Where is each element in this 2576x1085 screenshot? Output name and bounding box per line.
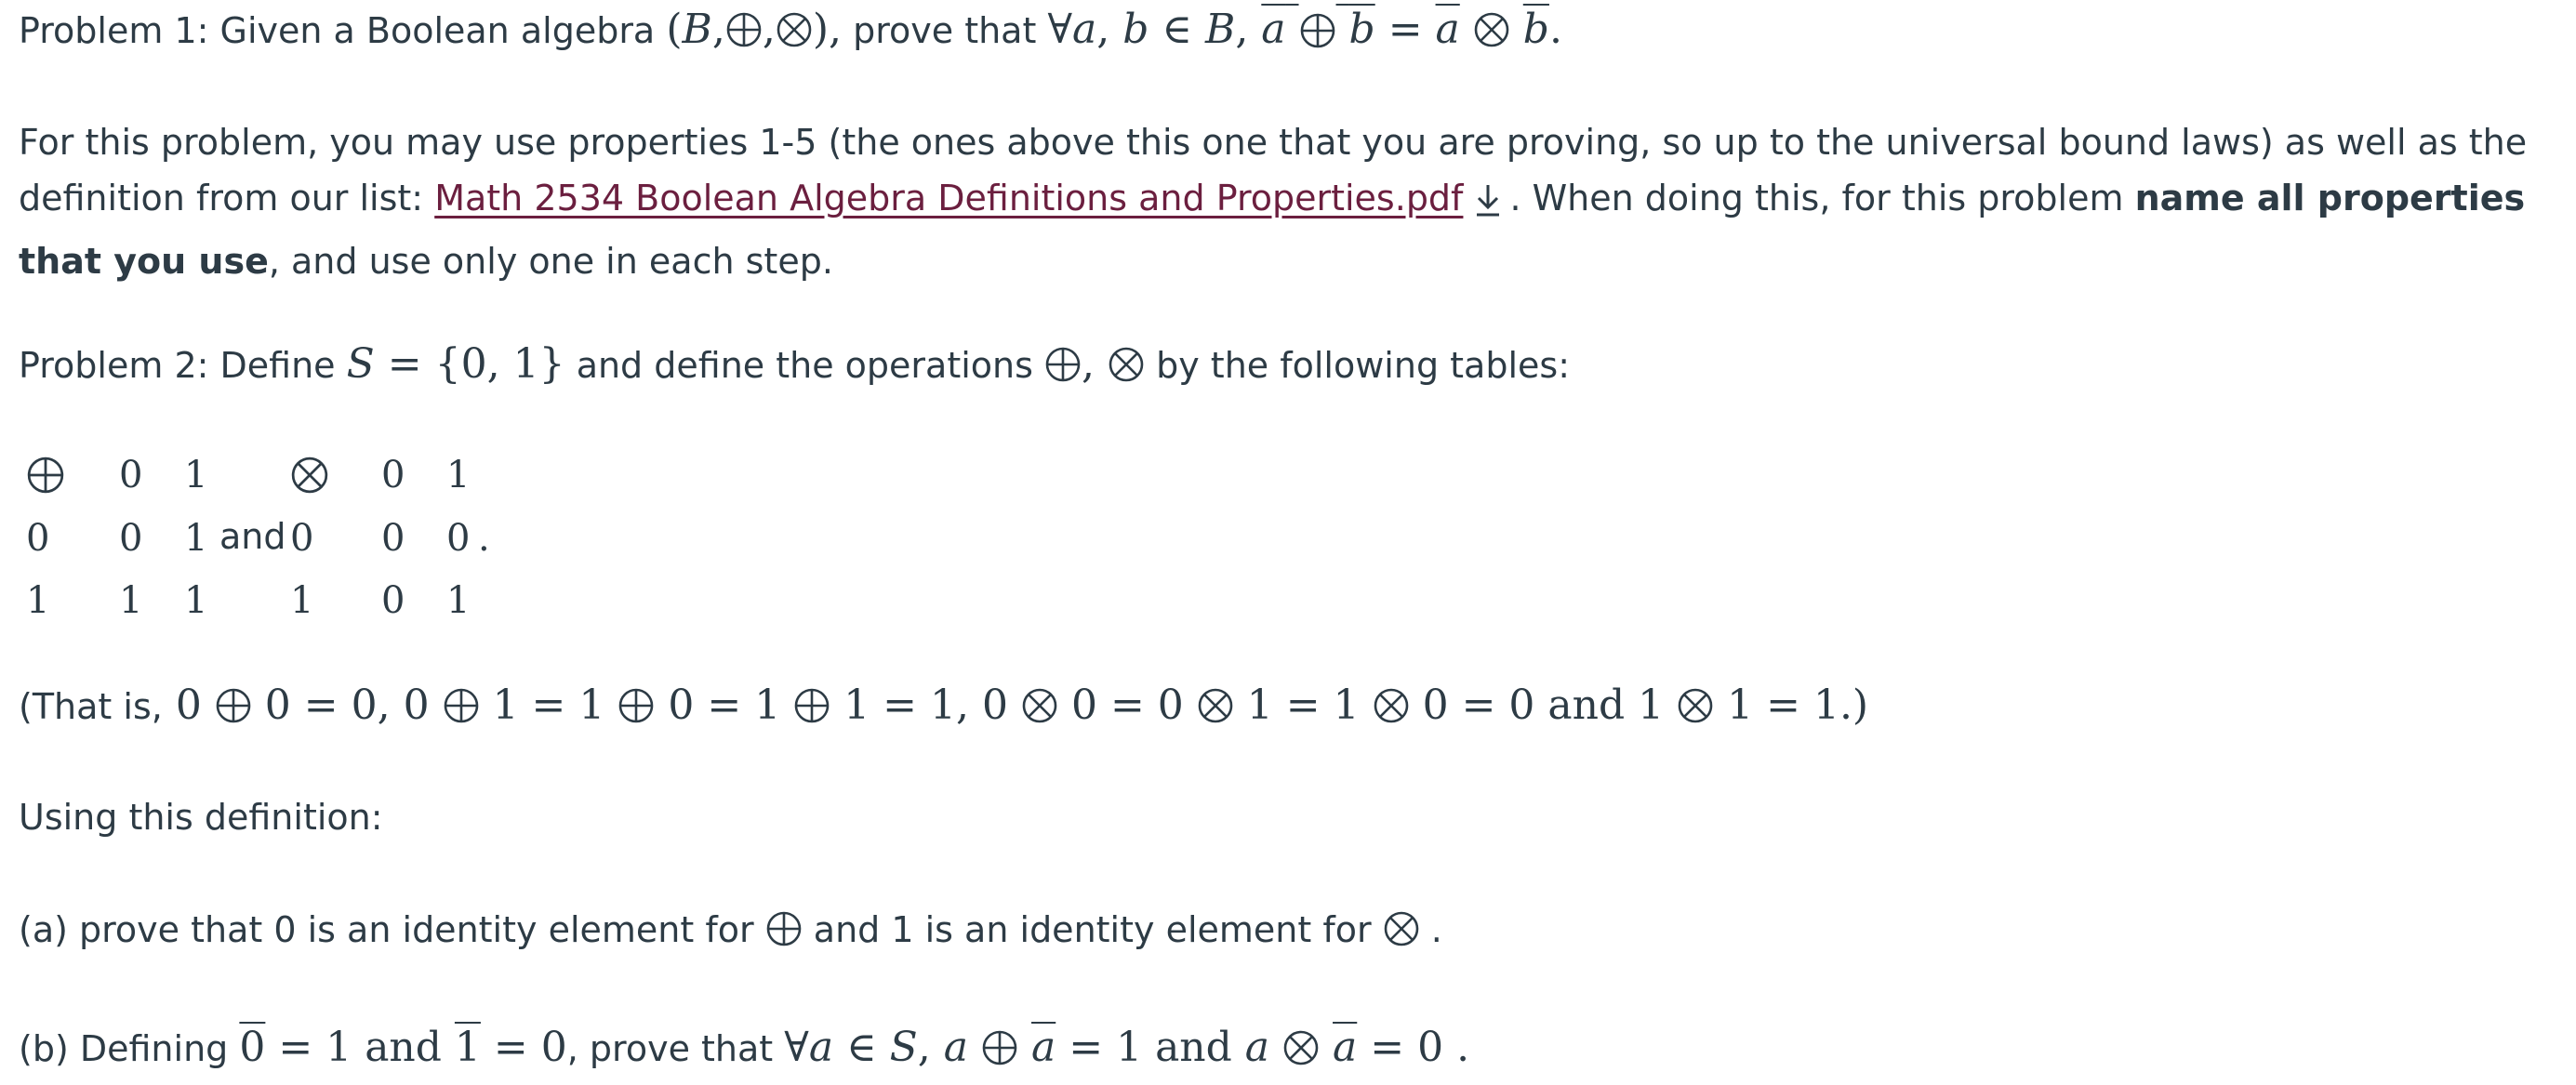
- oplus-icon: [617, 687, 655, 724]
- oplus-icon: [725, 11, 763, 48]
- times-cell-0-1: 0: [446, 517, 471, 560]
- properties-pdf-link[interactable]: Math 2534 Boolean Algebra Definitions and Properties.pdf: [434, 178, 1464, 218]
- problem-1-prefix: Problem 1: Given a Boolean algebra: [19, 10, 656, 51]
- otimes-icon: [1021, 687, 1058, 724]
- problem-2-statement: Problem 2: Define S = {0, 1} and define the operations , by the following tables:: [19, 340, 1570, 388]
- instructions-text: For this problem, you may use properties 1-5 (the ones above this one that you are proving, so up to the universal bound laws) as well as the definition from our list:: [19, 122, 2528, 218]
- otimes-icon: [1282, 1029, 1320, 1066]
- otimes-icon: [1108, 346, 1145, 383]
- otimes-icon: [290, 456, 329, 501]
- that-is-line: (That is, 0 0 = 0, 0 1 = 1 0 = 1 1 = 1, 0 0 = 0 1 = 1 0 = 0 and 1 1 = 1.): [19, 681, 1869, 729]
- times-row-0-label: 0: [290, 517, 314, 560]
- problem-1-statement: Problem 1: Given a Boolean algebra (B, , ), prove that ∀a, b ∈ B, a $b = \overline{a}$ $\overline{b}$.: [19, 6, 1562, 53]
- oplus-icon: [1299, 12, 1336, 49]
- plus-cell-1-1: 1: [184, 579, 208, 622]
- prove-that-text: prove that: [853, 10, 1037, 51]
- part-b-text: (b) Defining: [19, 1028, 229, 1069]
- oplus-icon: [26, 456, 65, 501]
- plus-cell-0-0: 0: [119, 517, 143, 560]
- part-b: (b) Defining 0 = 1 and 1 = 0, prove that ∀a ∈ S, a $\overline{a} = 1$ and a $\overline{a} = 0$ .: [19, 1024, 1470, 1071]
- instructions-text-3: , and use only one in each step.: [268, 240, 833, 282]
- times-header-1: 1: [446, 454, 471, 496]
- oplus-icon: [981, 1029, 1018, 1066]
- plus-header-1: 1: [184, 454, 208, 496]
- part-a-text: (a) prove that 0 is an identity element for: [19, 909, 754, 950]
- times-cell-1-1: 1: [446, 579, 471, 622]
- problem-2-mid: and define the operations: [576, 345, 1033, 386]
- oplus-icon: [1044, 346, 1082, 383]
- download-icon[interactable]: [1472, 178, 1504, 233]
- and-word: and: [219, 516, 286, 557]
- times-header-0: 0: [381, 454, 405, 496]
- oplus-icon: [765, 910, 803, 947]
- part-a-text-2: and 1 is an identity element for: [813, 909, 1372, 950]
- otimes-icon: [1373, 687, 1410, 724]
- problem-2-suffix: by the following tables:: [1156, 345, 1570, 386]
- oplus-icon: [793, 687, 830, 724]
- otimes-icon: [1677, 687, 1714, 724]
- times-row-1-label: 1: [290, 579, 314, 622]
- plus-cell-0-1: 1: [184, 517, 208, 560]
- oplus-icon: [215, 687, 252, 724]
- that-is-label: (That is,: [19, 686, 163, 727]
- part-b-text-2: , prove that: [566, 1028, 774, 1069]
- otimes-icon: [1383, 910, 1420, 947]
- times-cell-1-0: 0: [381, 579, 405, 622]
- otimes-icon: [1473, 11, 1510, 48]
- plus-header-0: 0: [119, 454, 143, 496]
- times-cell-0-0: 0: [381, 517, 405, 560]
- plus-row-1-label: 1: [26, 579, 50, 622]
- plus-row-0-label: 0: [26, 517, 50, 560]
- bold-instruction: name all properties that you use: [19, 178, 2526, 282]
- part-a: (a) prove that 0 is an identity element for and 1 is an identity element for .: [19, 909, 1442, 950]
- plus-cell-1-0: 1: [119, 579, 143, 622]
- oplus-icon: [443, 687, 480, 724]
- table-period: .: [478, 517, 490, 560]
- instructions-text-2: . When doing this, for this problem: [1509, 178, 2124, 218]
- using-definition: Using this definition:: [19, 797, 383, 838]
- otimes-icon: [1197, 687, 1234, 724]
- problem-1-instructions: [19, 114, 2567, 289]
- otimes-icon: [776, 11, 813, 48]
- problem-2-prefix: Problem 2: Define: [19, 345, 336, 386]
